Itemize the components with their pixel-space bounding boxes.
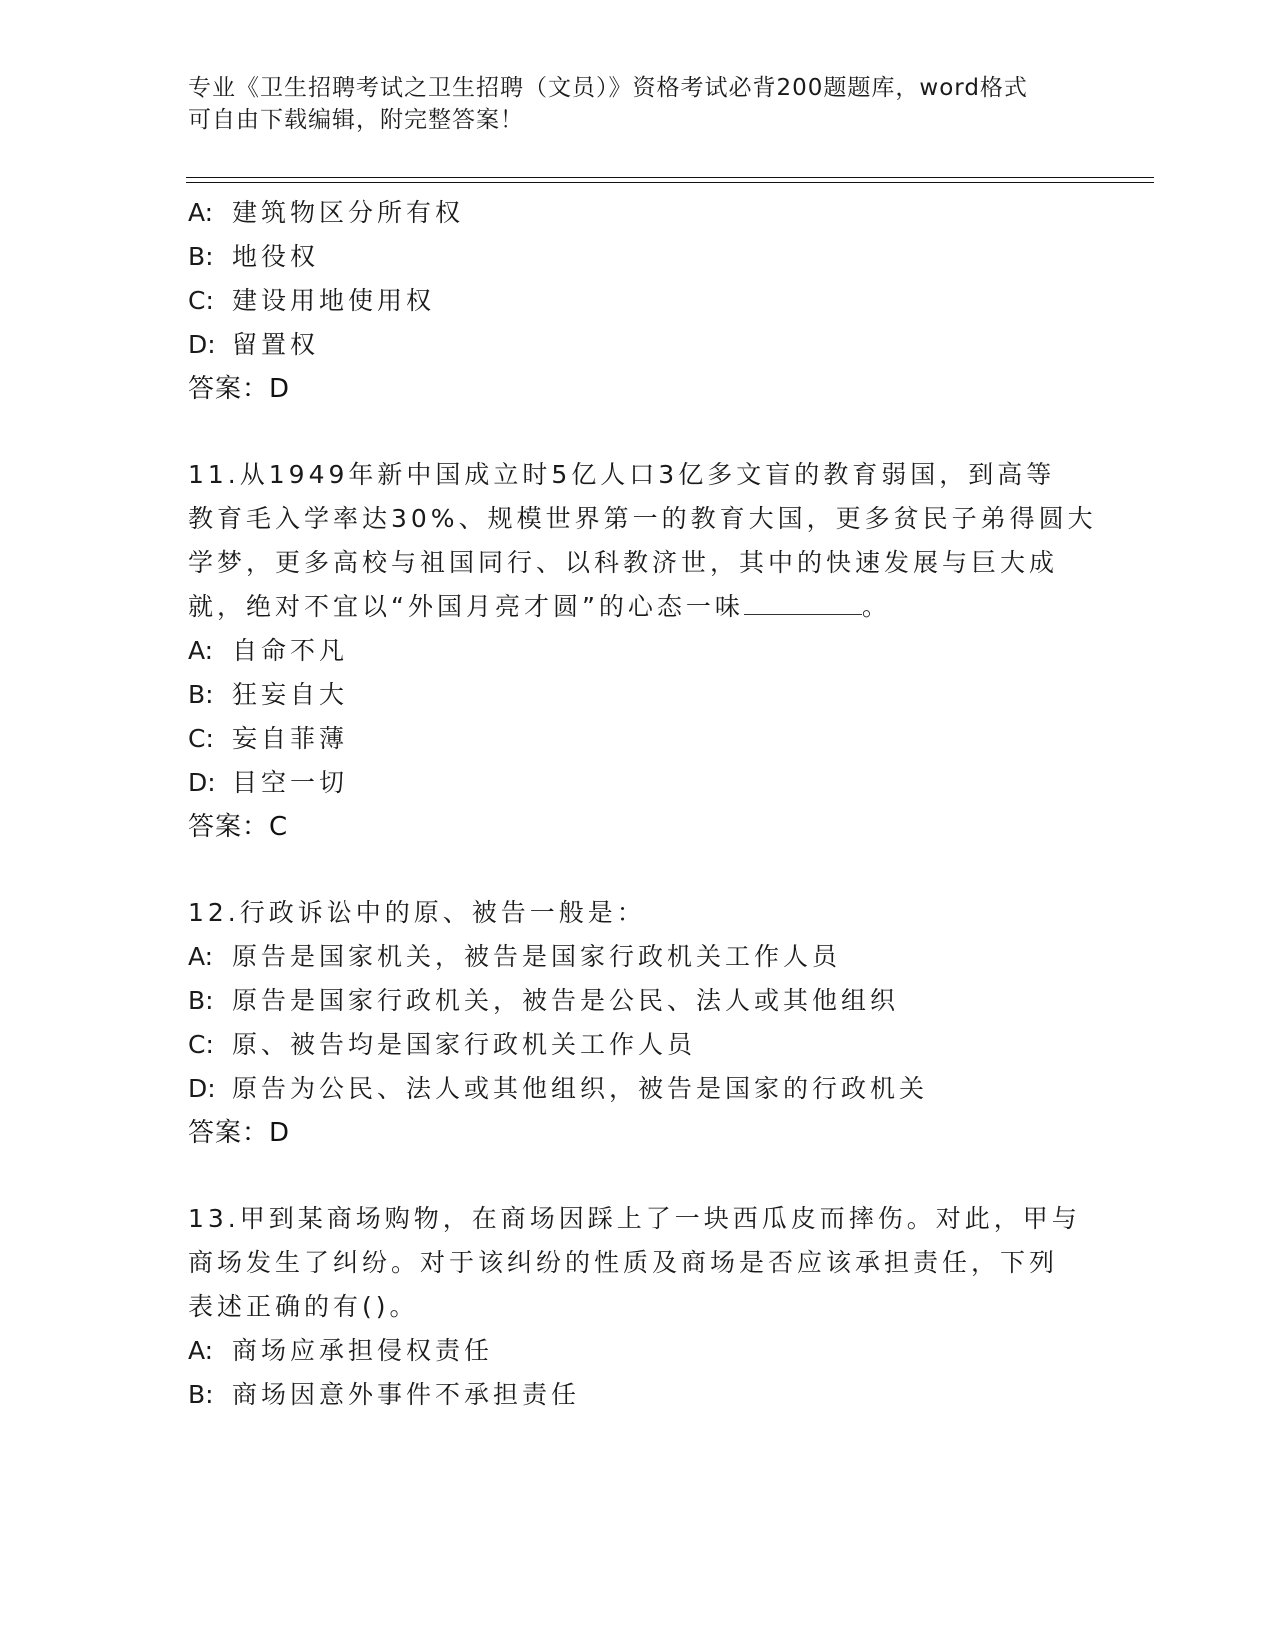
q11-option-b: B: 狂妄自大: [188, 680, 349, 709]
q10-option-a: A: 建筑物区分所有权: [188, 198, 465, 227]
q11-stem-line-2: 教育毛入学率达30%、规模世界第一的教育大国，更多贫民子弟得圆大: [188, 504, 1097, 533]
q12-answer: 答案：D: [188, 1118, 291, 1148]
q11-option-a: A: 自命不凡: [188, 636, 349, 665]
q13-option-a: A: 商场应承担侵权责任: [188, 1336, 494, 1365]
q12-option-d: D: 原告为公民、法人或其他组织，被告是国家的行政机关: [188, 1074, 929, 1103]
q10-option-d: D: 留置权: [188, 330, 320, 359]
q12-option-c: C: 原、被告均是国家行政机关工作人员: [188, 1030, 697, 1059]
q13-option-b: B: 商场因意外事件不承担责任: [188, 1380, 581, 1409]
q13-stem-line-1: 13.甲到某商场购物，在商场因踩上了一块西瓜皮而摔伤。对此，甲与: [188, 1204, 1081, 1233]
q10-answer: 答案：D: [188, 374, 291, 404]
q10-option-c: C: 建设用地使用权: [188, 286, 436, 315]
header-title-line-1: 专业《卫生招聘考试之卫生招聘（文员）》资格考试必背200题题库，word格式: [188, 75, 1028, 101]
q11-stem-line-3: 学梦，更多高校与祖国同行、以科教济世，其中的快速发展与巨大成: [188, 548, 1059, 577]
q11-option-d: D: 目空一切: [188, 768, 349, 797]
header-divider-top: [186, 177, 1154, 178]
q13-stem-line-2: 商场发生了纠纷。对于该纠纷的性质及商场是否应该承担责任，下列: [188, 1248, 1059, 1277]
header-title-line-2: 可自由下载编辑，附完整答案！: [188, 107, 524, 133]
q12-option-b: B: 原告是国家行政机关，被告是公民、法人或其他组织: [188, 986, 900, 1015]
q13-stem-line-3: 表述正确的有()。: [188, 1292, 419, 1321]
q10-option-b: B: 地役权: [188, 242, 320, 271]
q11-stem-line-4: 就，绝对不宜以“外国月亮才圆”的心态一味 。: [188, 592, 891, 621]
q11-option-c: C: 妄自菲薄: [188, 724, 349, 753]
document-header: [188, 72, 1088, 136]
q11-answer: 答案：C: [188, 812, 289, 842]
q12-option-a: A: 原告是国家机关，被告是国家行政机关工作人员: [188, 942, 842, 971]
fill-in-blank: [744, 592, 862, 615]
header-divider-bottom: [186, 182, 1154, 183]
q12-stem: 12.行政诉讼中的原、被告一般是：: [188, 898, 646, 927]
q11-stem-line-1: 11.从1949年新中国成立时5亿人口3亿多文盲的教育弱国，到高等: [188, 460, 1056, 489]
